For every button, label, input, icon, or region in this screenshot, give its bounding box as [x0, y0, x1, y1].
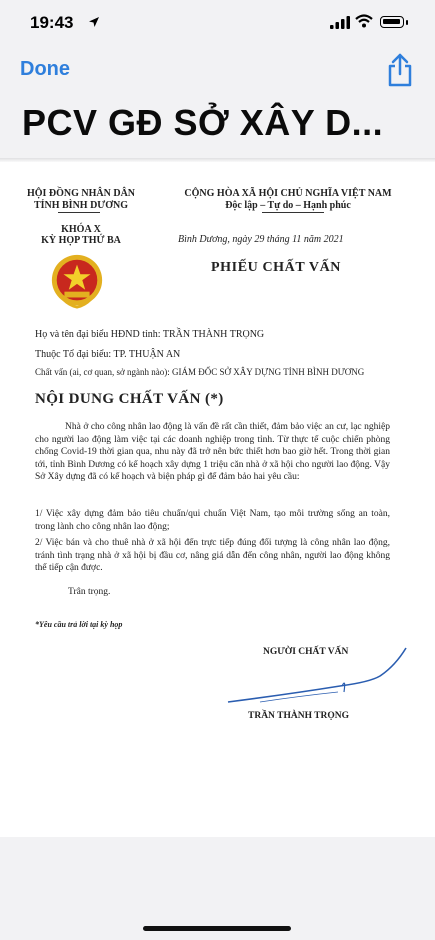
question-item-1: 1/ Việc xây dựng đảm bảo tiêu chuẩn/qui chuẩn Việt Nam, tạo môi trường sống an toàn, trong lành cho công nhân lao động; — [35, 509, 390, 532]
question-paragraph: Nhà ở cho công nhân lao động là vấn đề rất cần thiết, đảm bảo việc an cư, lạc nghiệp cho người lao động làm việc tại các doanh nghiệp trong tỉnh. Từ thực tế cuộc chiến phòng chống Covid-19 thời gian qua, nhu này đã trở nên bức thiết hơn bao giờ hết. Trong thời gian tới, tỉnh Bình Dương có kế hoạch xây dựng 1 triệu căn nhà ở xã hội cho người lao động. Vậy Sở Xây dựng đã có kế hoạch và biện pháp gì để đảm bảo hai yêu cầu: — [35, 422, 390, 483]
signer-name: TRẦN THÀNH TRỌNG — [248, 711, 349, 721]
delegate-name-field: Họ và tên đại biểu HĐND tỉnh: TRẦN THÀNH TRỌNG — [35, 329, 265, 340]
document-image — [0, 162, 435, 837]
question-item-2: 2/ Việc bán và cho thuê nhà ở xã hội đến trực tiếp đúng đối tượng là công nhân lao động, tránh tình trạng nhà ở xã hội bị đầu cơ, nâng giá dẫn đến công nhân, người lao động không thể tiếp cận được. — [35, 538, 390, 574]
share-icon[interactable] — [385, 52, 415, 88]
signature-icon — [220, 642, 410, 712]
document-date: Bình Dương, ngày 29 tháng 11 năm 2021 — [178, 234, 344, 245]
status-bar — [0, 0, 435, 48]
battery-tip — [406, 20, 408, 25]
session-number: KỲ HỌP THỨ BA — [41, 235, 121, 246]
council-line-1: HỘI ĐỒNG NHÂN DÂN — [26, 188, 136, 199]
header-right-divider — [262, 212, 324, 213]
bottom-area — [0, 837, 435, 940]
footnote: *Yêu cầu trả lời tại kỳ họp — [35, 620, 123, 629]
battery-icon — [380, 16, 404, 28]
session-info — [26, 224, 136, 246]
council-name — [26, 188, 136, 212]
national-header — [168, 188, 408, 212]
country-name: CỘNG HÒA XÃ HỘI CHỦ NGHĨA VIỆT NAM — [184, 188, 392, 199]
status-time: 19:43 — [30, 13, 74, 32]
location-arrow-icon — [88, 16, 100, 28]
closing-text: Trân trọng. — [68, 587, 111, 597]
header-left-divider — [58, 212, 100, 213]
delegate-group-field: Thuộc Tổ đại biểu: TP. THUẬN AN — [35, 349, 181, 360]
cellular-signal-icon — [330, 16, 350, 29]
session-term: KHÓA X — [61, 224, 101, 235]
council-line-2: TỈNH BÌNH DƯƠNG — [33, 200, 129, 211]
section-title: NỘI DUNG CHẤT VẤN (*) — [35, 391, 224, 407]
page-title: PCV GĐ SỞ XÂY D... — [22, 102, 384, 143]
wifi-icon — [355, 14, 373, 28]
form-title: PHIẾU CHẤT VẤN — [211, 260, 342, 275]
title-area — [0, 92, 435, 162]
nav-bar — [0, 48, 435, 92]
home-indicator[interactable] — [143, 926, 291, 931]
question-target-field: Chất vấn (ai, cơ quan, sở ngành nào): GIÁM ĐỐC SỞ XÂY DỰNG TỈNH BÌNH DƯƠNG — [35, 367, 365, 377]
done-button[interactable]: Done — [20, 58, 70, 80]
national-motto: Độc lập – Tự do – Hạnh phúc — [225, 200, 351, 211]
national-emblem-icon — [48, 252, 106, 312]
signer-title: NGƯỜI CHẤT VẤN — [263, 647, 349, 657]
